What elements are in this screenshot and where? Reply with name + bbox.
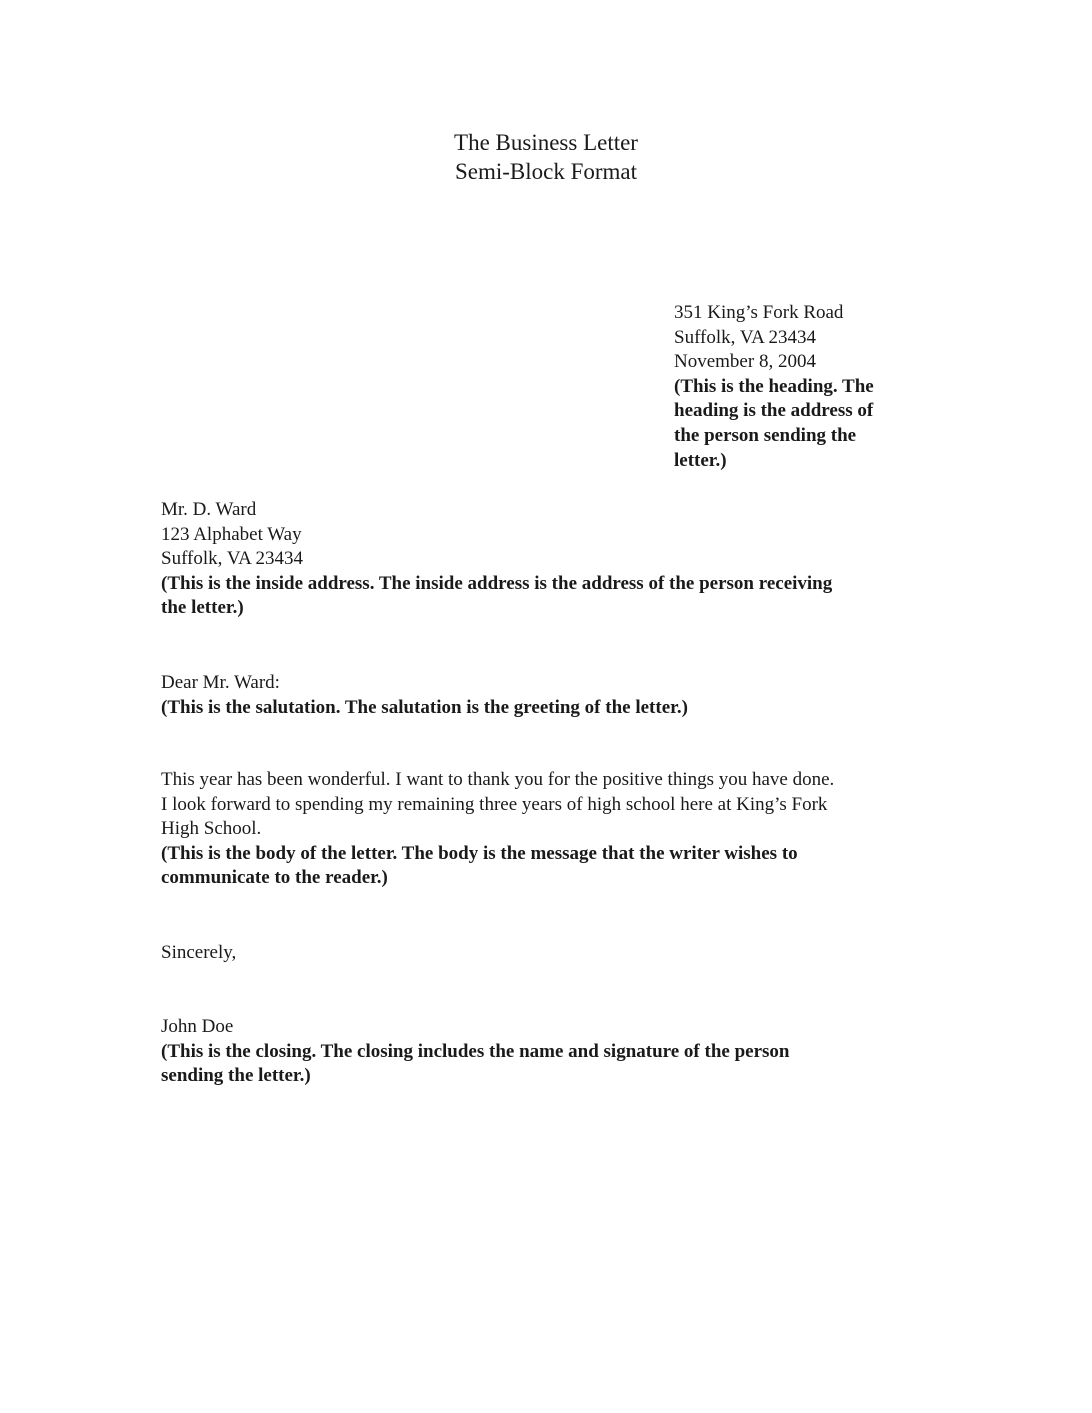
salutation-text: Dear Mr. Ward: [161, 672, 280, 693]
salutation-note: (This is the salutation. The salutation is the greeting of the letter.) [161, 696, 688, 718]
body-line: This year has been wonderful. I want to thank you for the positive things you have done. [161, 769, 835, 790]
closing-note-line: (This is the closing. The closing includes the name and signature of the person [161, 1040, 790, 1062]
recipient-street: 123 Alphabet Way [161, 523, 302, 545]
recipient-city: Suffolk, VA 23434 [161, 548, 304, 570]
heading-note-line: letter.) [674, 449, 727, 471]
heading-note-line: heading is the address of [674, 400, 874, 422]
title-line-2: Semi-Block Format [454, 159, 638, 184]
heading-note-line: the person sending the [674, 424, 857, 446]
title-line-1: The Business Letter [454, 130, 638, 155]
inside-address-note-line: the letter.) [161, 597, 244, 619]
signer-name: John Doe [161, 1016, 234, 1037]
letter-date: November 8, 2004 [674, 351, 816, 373]
body-line: I look forward to spending my remaining three years of high school here at King’s Fork [161, 793, 828, 815]
document-title [0, 128, 1092, 186]
body-section [161, 768, 941, 891]
salutation-section [161, 671, 941, 720]
body-note-line: (This is the body of the letter. The body is the message that the writer wishes to [161, 842, 798, 864]
body-note-line: communicate to the reader.) [161, 867, 388, 889]
closing-note-line: sending the letter.) [161, 1065, 311, 1087]
sender-address-line-1: 351 King’s Fork Road [674, 302, 844, 323]
heading-section [674, 301, 934, 473]
recipient-name: Mr. D. Ward [161, 499, 257, 520]
sender-address-line-2: Suffolk, VA 23434 [674, 326, 817, 348]
closing-section [161, 1015, 941, 1089]
inside-address-section [161, 498, 941, 621]
complimentary-close: Sincerely, [161, 942, 237, 963]
heading-note-line: (This is the heading. The [674, 375, 874, 397]
body-line: High School. [161, 818, 262, 840]
complimentary-close-section [161, 941, 941, 966]
inside-address-note-line: (This is the inside address. The inside address is the address of the person receiving [161, 572, 833, 594]
